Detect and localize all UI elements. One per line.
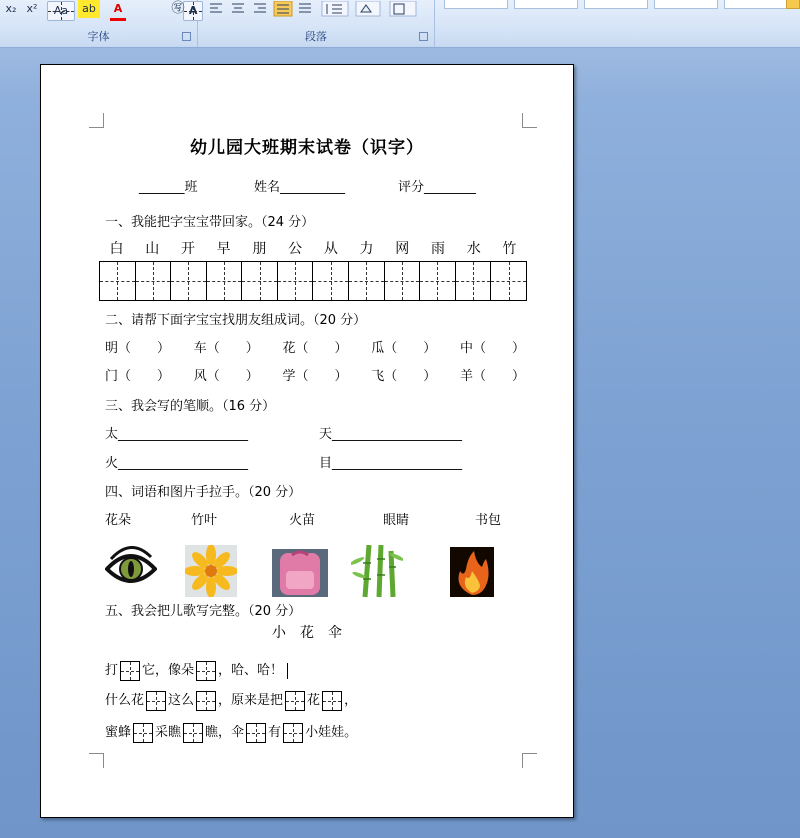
ribbon-scroll-button[interactable] [786, 0, 800, 9]
fire-picture-icon [450, 547, 494, 597]
poem-text: ，原来是把 [218, 693, 284, 708]
ribbon [0, 0, 800, 48]
poem-text: 瞧，伞 [205, 725, 245, 740]
backpack-picture-icon [272, 549, 328, 597]
superscript-button[interactable]: x² [26, 2, 38, 15]
section-2-row-2 [105, 365, 525, 384]
class-field: _______班 [139, 180, 198, 195]
fill-box[interactable] [322, 691, 342, 711]
char: 山 [145, 241, 160, 257]
writing-grid [99, 261, 527, 301]
word-blank: 明（ ） [105, 341, 171, 356]
char: 力 [359, 241, 374, 257]
char: 开 [180, 241, 195, 257]
fill-box[interactable] [283, 723, 303, 743]
style-gallery-item-4[interactable] [654, 0, 718, 9]
font-group [0, 0, 198, 47]
document-page[interactable] [40, 64, 574, 818]
poem-text: 蜜蜂 [105, 725, 132, 740]
grid-cell [207, 262, 243, 300]
section-2-heading: 二、请帮下面字宝宝找朋友组成词。（20 分） [105, 313, 367, 328]
style-gallery-item-3[interactable] [584, 0, 648, 9]
paragraph-dialog-launcher-icon[interactable] [419, 32, 428, 41]
score-field: 评分________ [398, 180, 477, 195]
style-gallery-item-1[interactable] [444, 0, 508, 9]
stroke-line: 天____________________ [319, 427, 463, 442]
char: 公 [288, 241, 303, 257]
stroke-line: 目____________________ [319, 456, 463, 471]
name-field: 姓名__________ [254, 180, 346, 195]
word-blank: 中（ ） [459, 341, 525, 356]
char: 雨 [430, 241, 445, 257]
poem-line-2[interactable] [105, 689, 357, 711]
char-shading-button[interactable]: A [183, 1, 203, 21]
fill-box[interactable] [183, 723, 203, 743]
stroke-line: 火____________________ [105, 456, 249, 471]
char: 白 [109, 241, 124, 257]
subscript-button[interactable]: x₂ [5, 2, 17, 15]
section-3-heading: 三、我会写的笔顺。（16 分） [105, 399, 276, 414]
font-dialog-launcher-icon[interactable] [182, 32, 191, 41]
poem-line-1[interactable] [105, 659, 288, 681]
grid-cell [491, 262, 526, 300]
word-eyes: 眼睛 [383, 513, 410, 528]
poem-text: 小娃娃。 [305, 725, 358, 740]
grid-cell [171, 262, 207, 300]
text-cursor [287, 663, 288, 679]
style-gallery-item-5[interactable] [724, 0, 788, 9]
fill-box[interactable] [196, 691, 216, 711]
word-blank: 飞（ ） [371, 369, 437, 384]
poem-text: 采瞧 [155, 725, 182, 740]
poem-text: 它，像朵 [142, 663, 195, 678]
section-1-chars [99, 238, 527, 258]
grid-cell [136, 262, 172, 300]
change-case-button[interactable]: Aa [47, 1, 75, 21]
word-blank: 门（ ） [105, 369, 171, 384]
grid-cell [242, 262, 278, 300]
fill-box[interactable] [196, 661, 216, 681]
fill-box[interactable] [285, 691, 305, 711]
grid-cell [313, 262, 349, 300]
section-4-heading: 四、词语和图片手拉手。（20 分） [105, 485, 302, 500]
word-schoolbag: 书包 [475, 513, 502, 528]
paragraph-group-label: 段落 [305, 30, 327, 43]
char: 水 [466, 241, 481, 257]
margin-corner-bottom-right [522, 753, 537, 768]
grid-cell [385, 262, 421, 300]
char: 朋 [252, 241, 267, 257]
grid-cell [100, 262, 136, 300]
grid-cell [349, 262, 385, 300]
poem-text: 有 [268, 725, 282, 740]
char: 竹 [502, 241, 517, 257]
margin-corner-top-right [522, 113, 537, 128]
font-color-button[interactable]: A [110, 0, 126, 21]
word-blank: 羊（ ） [459, 369, 525, 384]
paragraph-group [198, 0, 435, 47]
char: 网 [395, 241, 410, 257]
poem-text: 打 [105, 663, 119, 678]
poem-text: 花 [307, 693, 321, 708]
margin-corner-bottom-left [89, 753, 104, 768]
fill-box[interactable] [120, 661, 140, 681]
fill-box[interactable] [133, 723, 153, 743]
poem-title: 小 花 伞 [272, 625, 342, 641]
grid-cell [278, 262, 314, 300]
word-bamboo-leaf: 竹叶 [191, 513, 218, 528]
eye-picture-icon [105, 539, 157, 595]
poem-line-3[interactable] [105, 721, 357, 743]
font-group-label: 字体 [87, 30, 110, 43]
char: 早 [216, 241, 231, 257]
highlight-button[interactable]: ab [78, 0, 100, 18]
paragraph-toolbar-icons[interactable] [204, 1, 434, 17]
word-blank: 花（ ） [282, 341, 348, 356]
section-2-row-1 [105, 337, 525, 356]
word-blank: 瓜（ ） [371, 341, 437, 356]
fill-box[interactable] [146, 691, 166, 711]
doc-title: 幼儿园大班期末试卷（识字） [190, 138, 424, 158]
poem-text: 什么花 [105, 693, 145, 708]
fill-box[interactable] [246, 723, 266, 743]
section-5-heading: 五、我会把儿歌写完整。（20 分） [105, 604, 302, 619]
word-flower: 花朵 [105, 513, 132, 528]
word-blank: 学（ ） [282, 369, 348, 384]
margin-corner-top-left [89, 113, 104, 128]
grid-cell [456, 262, 492, 300]
grid-cell [420, 262, 456, 300]
section-1-heading: 一、我能把字宝宝带回家。（24 分） [105, 215, 315, 230]
poem-text: 这么 [168, 693, 195, 708]
poem-text: ，哈、哈！ [218, 663, 284, 678]
word-flame: 火苗 [289, 513, 316, 528]
char: 从 [323, 241, 338, 257]
word-blank: 车（ ） [193, 341, 259, 356]
bamboo-picture-icon [351, 545, 403, 597]
word-blank: 风（ ） [193, 369, 259, 384]
style-gallery-item-2[interactable] [514, 0, 578, 9]
stroke-line: 太____________________ [105, 427, 249, 442]
flower-picture-icon [185, 545, 237, 597]
enclose-char-button[interactable]: ㊢ [171, 1, 185, 16]
poem-text: ， [344, 693, 358, 708]
